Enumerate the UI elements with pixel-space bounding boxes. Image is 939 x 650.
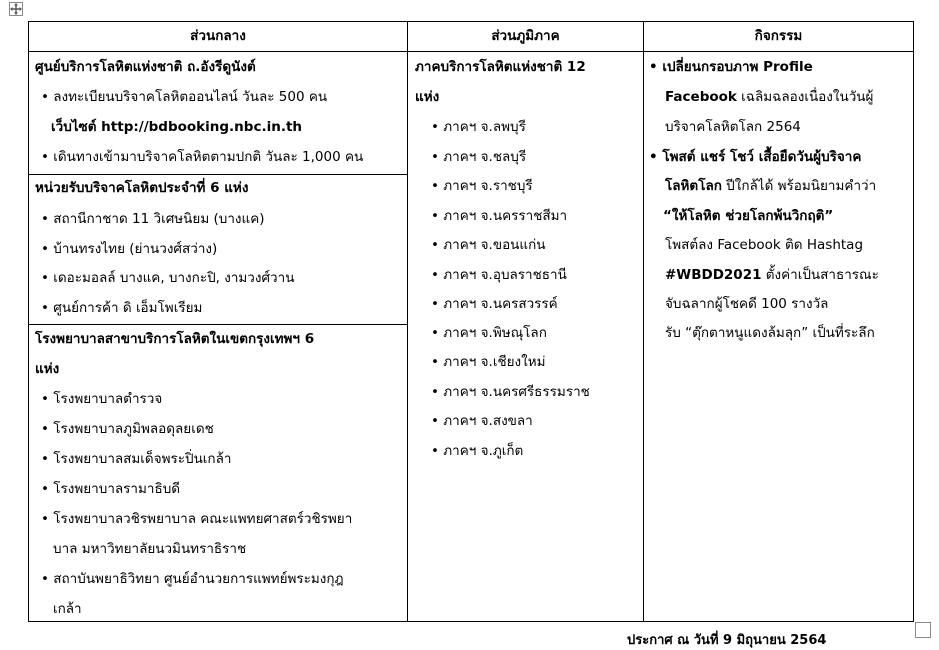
activity-line: จับฉลากผู้โชคดี 100 รางวัล [665,296,829,312]
list-item: • ภาคฯ จ.อุบลราชธานี [431,267,567,283]
activity-line: รับ “ตุ๊กตาหนูแดงล้มลุก” เป็นที่ระลึก [665,325,875,341]
website-url: เว็บไซต์ http://bdbooking.nbc.in.th [51,119,303,135]
row-divider [29,174,407,175]
list-item: • โรงพยาบาลตำรวจ [41,391,163,407]
section-title-cont: แห่ง [35,361,60,377]
list-item: • ภาคฯ จ.นครศรีธรรมราช [431,384,590,400]
list-item: • ภาคฯ จ.ภูเก็ต [431,443,524,459]
column-divider [407,22,408,621]
header-divider [29,51,913,52]
list-item: • ลงทะเบียนบริจาคโลหิตออนไลน์ วันละ 500 คน [41,89,328,105]
list-item: • ภาคฯ จ.ลพบุรี [431,119,526,135]
activity-item: • โพสต์ แชร์ โชว์ เสื้อยืดวันผู้บริจาค [649,149,862,165]
section-title: หน่วยรับบริจาคโลหิตประจำที่ 6 แห่ง [35,180,249,196]
list-item: • ภาคฯ จ.ขอนแก่น [431,237,546,253]
list-item: • ภาคฯ จ.เชียงใหม่ [431,354,546,370]
list-item: • โรงพยาบาลภูมิพลอดุลยเดช [41,421,214,437]
announcement-date: ประกาศ ณ วันที่ 9 มิถุนายน 2564 [627,633,827,648]
activity-slogan: “ให้โลหิต ช่วยโลกพ้นวิกฤติ” [663,208,834,224]
activity-line: โลหิตโลก ปีใกล้ได้ พร้อมนิยามคำว่า [665,178,877,194]
row-divider [29,324,407,325]
section-title: โรงพยาบาลสาขาบริการโลหิตในเขตกรุงเทพฯ 6 [35,331,315,347]
list-item: • สถาบันพยาธิวิทยา ศูนย์อำนวยการแพทย์พระมงกุฎ [41,571,344,587]
list-item: • เดินทางเข้ามาบริจาคโลหิตตามปกติ วันละ 1,000 คน [41,149,364,165]
activity-line: โพสต์ลง Facebook ติด Hashtag [665,237,864,253]
table-resize-handle-icon[interactable] [915,622,931,638]
list-item: • ภาคฯ จ.สงขลา [431,413,533,429]
section-title: ภาคบริการโลหิตแห่งชาติ 12 [415,59,586,75]
list-item: • ภาคฯ จ.พิษณุโลก [431,325,547,341]
list-item: • ภาคฯ จ.นครสวรรค์ [431,296,558,312]
list-item-cont: เกล้า [53,601,82,617]
activity-line: #WBDD2021 ตั้งค่าเป็นสาธารณะ [665,267,879,283]
list-item: • เดอะมอลล์ บางแค, บางกะปิ, งามวงศ์วาน [41,270,295,286]
header-regional: ส่วนภูมิภาค [491,28,560,44]
list-item: • ศูนย์การค้า ดิ เอ็มโพเรียม [41,300,203,316]
section-title: ศูนย์บริการโลหิตแห่งชาติ ถ.อังรีดูนังต์ [35,59,256,75]
activity-line: บริจาคโลหิตโลก 2564 [665,119,801,135]
blood-donation-table [28,21,914,622]
list-item: • สถานีกาชาด 11 วิเศษนิยม (บางแค) [41,211,265,227]
list-item: • บ้านทรงไทย (ย่านวงศ์สว่าง) [41,241,218,257]
list-item: • โรงพยาบาลรามาธิบดี [41,481,181,497]
list-item: • ภาคฯ จ.นครราชสีมา [431,208,568,224]
list-item-cont: บาล มหาวิทยาลัยนวมินทราธิราช [53,541,247,557]
table-move-handle-icon[interactable] [9,2,23,16]
section-title-cont: แห่ง [415,89,440,105]
list-item: • ภาคฯ จ.ราชบุรี [431,178,533,194]
header-central: ส่วนกลาง [190,28,246,44]
column-divider [643,22,644,621]
activity-item: • เปลี่ยนกรอบภาพ Profile [649,59,813,75]
list-item: • โรงพยาบาลวชิรพยาบาล คณะแพทยศาสตร์วชิรพยา [41,511,353,527]
activity-line: Facebook เฉลิมฉลองเนื่องในวันผู้ [665,89,874,105]
list-item: • โรงพยาบาลสมเด็จพระปิ่นเกล้า [41,451,232,467]
header-activities: กิจกรรม [754,28,803,44]
list-item: • ภาคฯ จ.ชลบุรี [431,149,527,165]
